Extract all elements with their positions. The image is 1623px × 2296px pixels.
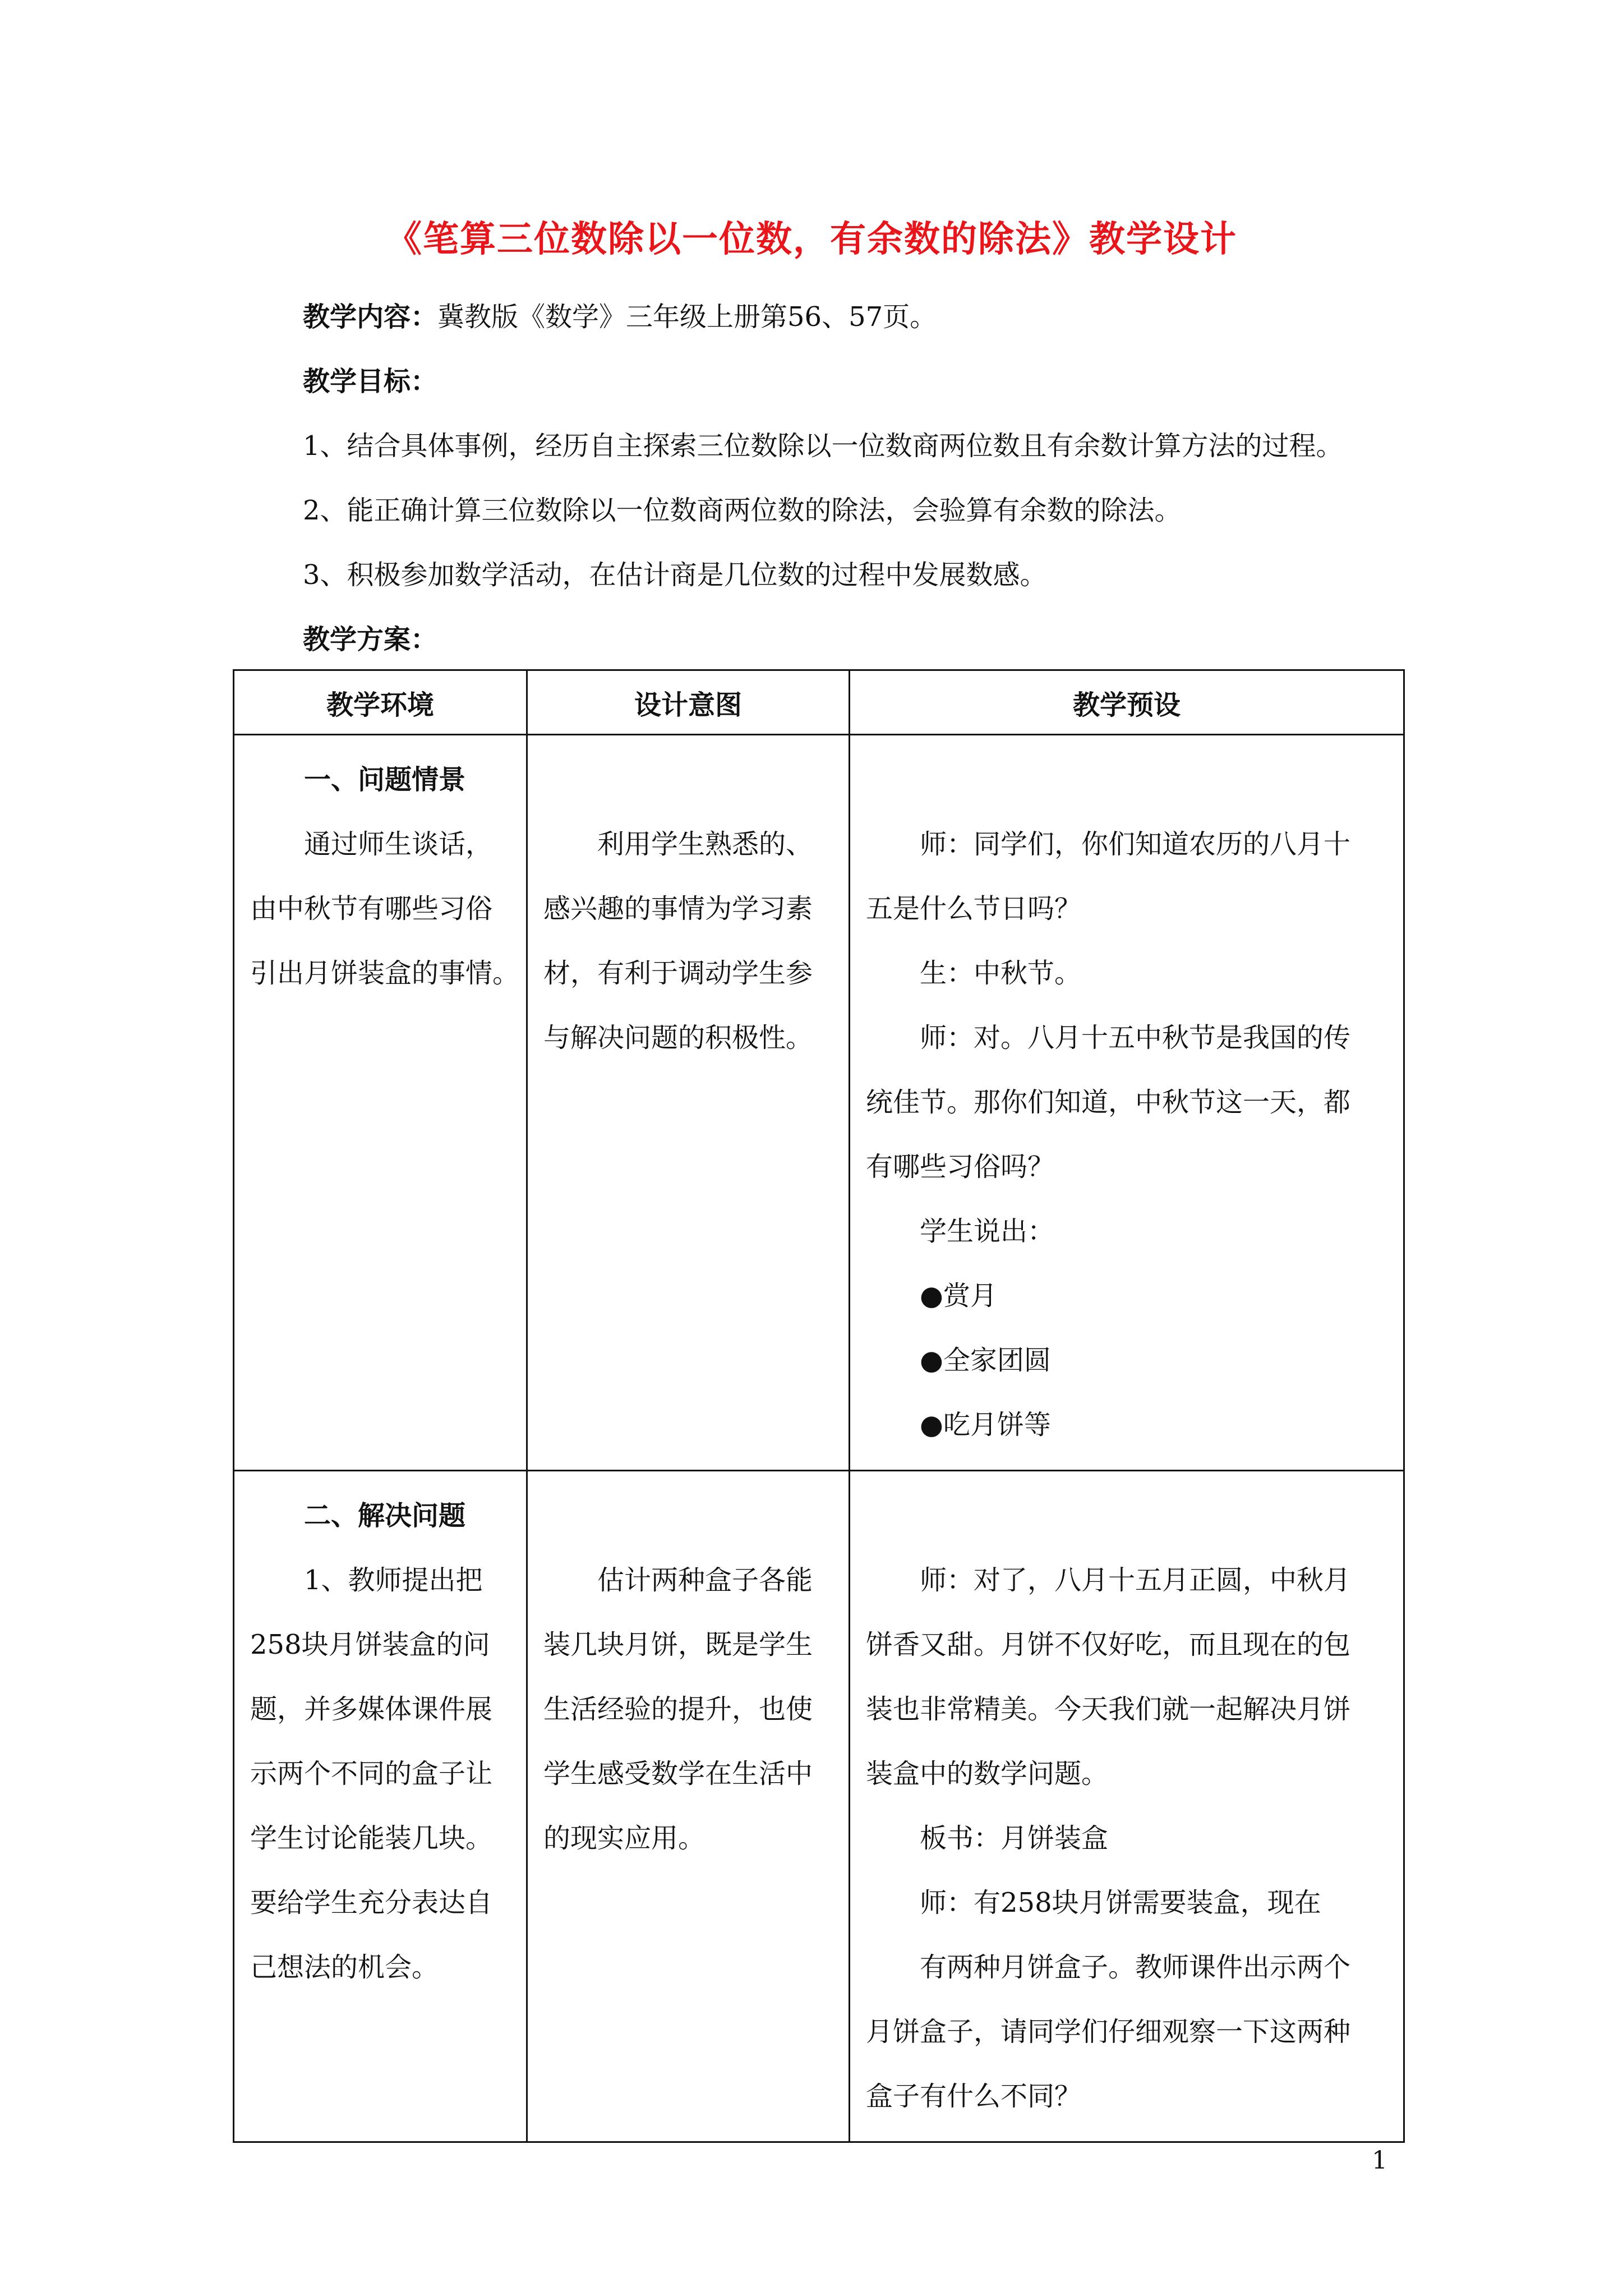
env-line: 由中秋节有哪些习俗	[250, 893, 493, 924]
preset-line: 月饼盒子，请同学们仔细观察一下这两种	[866, 2016, 1351, 2047]
table-row	[234, 1471, 1404, 2142]
table-header-row	[234, 670, 1404, 735]
intent-line: 装几块月饼，既是学生	[543, 1629, 813, 1660]
header-teaching-environment: 教学环境	[234, 670, 527, 735]
env-cell	[234, 735, 527, 1471]
env-line: 258块月饼装盒的问	[250, 1629, 490, 1660]
preset-line: 师：对。八月十五中秋节是我国的传	[920, 1022, 1351, 1053]
preset-cell	[850, 1471, 1404, 2142]
preset-bullet-item: ●全家团圆	[920, 1345, 1051, 1376]
objective-item-1: 1、结合具体事例，经历自主探索三位数除以一位数商两位数且有余数计算方法的过程。	[303, 430, 1343, 462]
preset-line: 饼香又甜。月饼不仅好吃，而且现在的包	[866, 1629, 1351, 1660]
section-title: 二、解决问题	[304, 1500, 466, 1531]
preset-cell	[850, 735, 1404, 1471]
env-line: 己想法的机会。	[250, 1952, 439, 1983]
preset-line: 盒子有什么不同？	[866, 2081, 1082, 2112]
env-cell	[234, 1471, 527, 2142]
header-design-intent: 设计意图	[527, 670, 850, 735]
env-line: 引出月饼装盒的事情。	[250, 958, 520, 989]
intent-cell	[527, 1471, 850, 2142]
preset-line: 统佳节。那你们知道，中秋节这一天，都	[866, 1087, 1351, 1118]
preset-bullet-item: ●吃月饼等	[920, 1409, 1051, 1441]
section-title: 一、问题情景	[304, 764, 466, 795]
intent-line: 生活经验的提升，也使	[543, 1694, 813, 1725]
preset-line: 五是什么节日吗？	[866, 893, 1082, 924]
plan-label-text: 教学方案：	[303, 624, 438, 655]
preset-line: 师：对了，八月十五月正圆，中秋月	[920, 1565, 1351, 1596]
preset-line: 师：有258块月饼需要装盒，现在	[920, 1887, 1321, 1918]
header-teaching-preset: 教学预设	[850, 670, 1404, 735]
env-line: 通过师生谈话，	[304, 829, 493, 860]
intent-line: 估计两种盒子各能	[597, 1565, 813, 1596]
teaching-plan-table	[233, 669, 1405, 2143]
intent-line: 学生感受数学在生活中	[543, 1758, 813, 1789]
objectives-label	[303, 365, 437, 398]
table-row	[234, 735, 1404, 1471]
env-line: 题，并多媒体课件展	[250, 1694, 493, 1725]
preset-line: 装盒中的数学问题。	[866, 1758, 1109, 1789]
preset-line: 板书：月饼装盒	[920, 1823, 1109, 1854]
env-line: 1、教师提出把	[304, 1565, 483, 1596]
preset-bullet-item: ●赏月	[920, 1280, 997, 1312]
intent-line: 感兴趣的事情为学习素	[543, 893, 813, 924]
preset-line: 有哪些习俗吗？	[866, 1151, 1055, 1182]
env-line: 示两个不同的盒子让	[250, 1758, 493, 1789]
env-line: 学生讨论能装几块。	[250, 1823, 493, 1854]
teaching-content-label: 教学内容：	[303, 301, 438, 333]
env-line: 要给学生充分表达自	[250, 1887, 493, 1918]
teaching-content	[303, 300, 937, 334]
intent-line: 利用学生熟悉的、	[597, 829, 813, 860]
preset-line: 装也非常精美。今天我们就一起解决月饼	[866, 1694, 1351, 1725]
preset-line: 师：同学们，你们知道农历的八月十	[920, 829, 1351, 860]
plan-label	[303, 623, 437, 656]
objectives-label-text: 教学目标：	[303, 366, 438, 397]
intent-cell	[527, 735, 850, 1471]
preset-line: 生：中秋节。	[920, 958, 1082, 989]
page-number: 1	[1372, 2146, 1387, 2175]
preset-line: 学生说出：	[920, 1216, 1055, 1247]
intent-line: 的现实应用。	[543, 1823, 706, 1854]
intent-line: 材，有利于调动学生参	[543, 958, 813, 989]
preset-line: 有两种月饼盒子。教师课件出示两个	[920, 1952, 1351, 1983]
teaching-content-text: 冀教版《数学》三年级上册第56、57页。	[437, 301, 937, 333]
objective-item-2: 2、能正确计算三位数除以一位数商两位数的除法，会验算有余数的除法。	[303, 495, 1182, 526]
objective-item-3: 3、积极参加数学活动，在估计商是几位数的过程中发展数感。	[303, 559, 1047, 591]
document-title: 《笔算三位数除以一位数，有余数的除法》教学设计	[386, 218, 1237, 260]
intent-line: 与解决问题的积极性。	[543, 1022, 813, 1053]
